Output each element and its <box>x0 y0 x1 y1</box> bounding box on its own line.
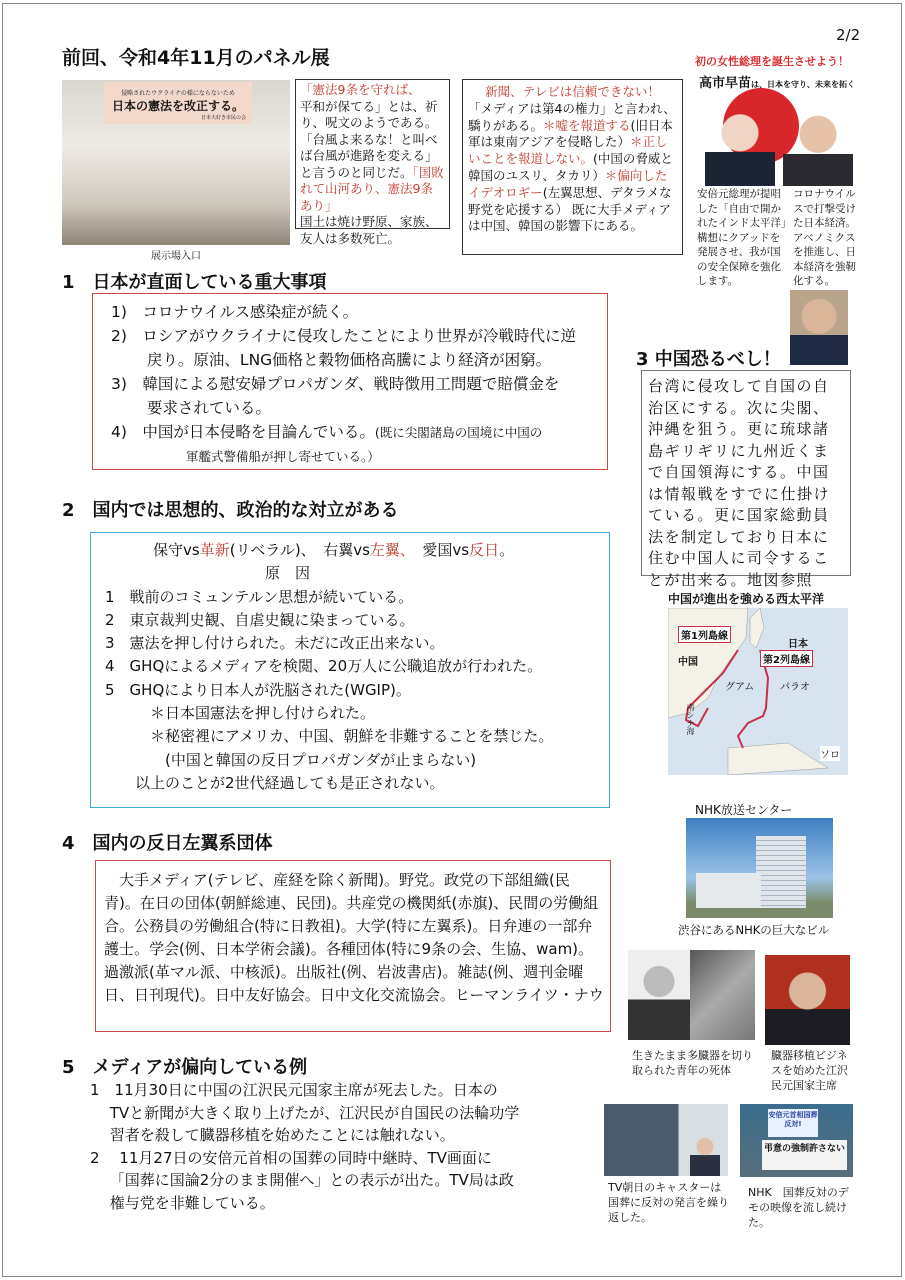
section2-heading: 2 国内では思想的、政治的な対立がある <box>62 500 399 521</box>
page-number: 2/2 <box>836 26 861 44</box>
media-point: ＊偏向したイデオロギー <box>468 167 668 200</box>
cause-subitem: ＊日本国憲法を押し付けられた。 <box>105 704 376 723</box>
section5-heading: 5 メディアが偏向している例 <box>62 1057 308 1078</box>
cause-subitem: ＊秘密裡にアメリカ、中国、朝鮮を非難することを禁じた。 <box>105 727 554 746</box>
media-text: (旧日本軍は東南アジアを侵略した） <box>468 117 673 150</box>
nhk-demo-screenshot <box>740 1104 853 1177</box>
vs-text: 。 <box>499 541 515 559</box>
media-bias-examples <box>90 1079 600 1214</box>
section4-heading: 4 国内の反日左翼系団体 <box>62 833 273 854</box>
issue-item: 3) 韓国による慰安婦プロパガンダ、戦時徴用工問題で賠償金を 要求されている。 <box>111 375 560 417</box>
cause-item: 3 憲法を押し付けられた。未だに改正出来ない。 <box>105 634 445 653</box>
nhk-building-photo <box>686 818 833 918</box>
vs-text: 右翼vs <box>323 541 370 559</box>
poster-slogan: は、日本を守り、未来を拓く <box>751 80 856 89</box>
demo-sign: 安倍元首相国葬反対! <box>768 1109 818 1137</box>
page-title: 前回、令和4年11月のパネル展 <box>62 47 330 69</box>
tv-asahi-caption: TV朝日のキャスターは国葬に反対の発言を繰り返した。 <box>608 1181 729 1224</box>
section3-heading: 3 中国恐るべし！ <box>636 349 781 370</box>
nhk-demo-caption: NHK 国葬反対のデモの映像を流し続けた。 <box>748 1186 849 1229</box>
xi-jinping-photo <box>790 290 848 365</box>
south-china-sea-label: 南シナ海 <box>686 703 695 735</box>
banner-title: 日本の憲法を改正する。 <box>111 99 244 113</box>
youth-portrait-photo <box>628 950 690 1040</box>
banner-subtitle: 侵略されたウクライナの様にならないため <box>121 90 235 97</box>
constitution-quote: 「憲法9条を守れば、 <box>300 82 421 97</box>
media-point: ＊嘘を報道する <box>543 117 631 133</box>
cause-subitem: (中国と韓国の反日プロパガンダが止まらない) <box>105 750 477 769</box>
vs-text: (リベラル)、 <box>229 541 324 559</box>
takaichi-poster <box>695 50 857 186</box>
takaichi-portrait <box>705 110 775 186</box>
palau-label: パラオ <box>780 682 810 693</box>
abe-portrait <box>783 110 853 186</box>
cause-conclusion: 以上のことが2世代経過しても是正されない。 <box>105 773 445 792</box>
western-pacific-map <box>668 608 848 775</box>
vs-highlight: 革新 <box>199 541 230 559</box>
cause-item: 1 戦前のコミュンテルン思想が続いている。 <box>105 587 414 606</box>
media-distrust-box <box>462 79 683 255</box>
media-text: (中国の脅威と韓国のユスリ、タカリ） <box>468 151 673 183</box>
poster-name: 高市早苗 <box>699 76 752 91</box>
vs-text: 愛国vs <box>422 541 470 559</box>
economy-caption: コロナウイルスで打撃受けた日本経済。 アベノミクスを推進し、日本経済を強靭化する。 <box>793 188 856 287</box>
media-point: ＊正しいことを報道しない。 <box>468 134 668 167</box>
china-threat-text: 台湾に侵攻して自国の自治区にする。次に尖閣、沖縄を狙う。更に琉球諸島ギリギリに九州近くまで自国領海にする。中国は情報戦をすでに仕掛けている。更に国家総動員法を制定しており日本に住む中国人に司令することが出来る。地図参照 <box>641 370 851 576</box>
issue-item: 1) コロナウイルス感染症が続く。 <box>111 303 359 321</box>
japan-label: 日本 <box>788 639 808 650</box>
cause-item: 2 東京裁判史観、自虐史観に染まっている。 <box>105 610 415 629</box>
china-label: 中国 <box>678 657 698 668</box>
issue-item-note: (既に尖閣諸島の国境に中国の 軍艦式警備船が押し寄せている。） <box>186 425 543 464</box>
first-island-chain-label: 第1列島線 <box>678 626 731 643</box>
jiang-caption: 臓器移植ビジネスを始めた江沢民元国家主席 <box>771 1049 848 1092</box>
guam-label: グアム <box>725 682 755 693</box>
victim-body-photo <box>690 950 755 1040</box>
anti-japan-groups-text: 大手メディア(テレビ、産経を除く新聞)。野党。政党の下部組織(民青)。在日の団体(朝鮮総連、民団)。共産党の機関紙(赤旗)、民間の労働組合。公務員の労働組合(特に日教祖)。大学(特に左翼系)。日弁連の一部弁護士。学会(例、日本学術会議)。各種団体(特に9条の会、生協、wam)。過激派(革マル派、中核派)。出版社(例、岩波書店)。雑誌(例、週刊金曜日、日刊現代)。日中友好協会。日中文化交流協会。ヒーマンライツ・ナウ <box>95 860 611 1032</box>
constitution-text: 平和が保てる」とは、祈り、呪文のようである。「台風よ来るな！と叫べば台風が進路を変える」と言うのと同じだ。 <box>300 98 438 180</box>
media-box-heading: 新聞、テレビは信頼できない！ <box>485 84 660 99</box>
bias-example: 2 11月27日の安倍元首相の国葬の同時中継時、TV画面に 「国葬に国論2分のまま開催へ」との表示が出た。TV局は政 権与党を非難している。 <box>90 1148 514 1212</box>
section1-heading: 1 日本が直面している重大事項 <box>62 272 327 293</box>
issue-item: 2) ロシアがウクライナに侵攻したことにより世界が冷戦時代に逆 戻り。原油、LNG価格と穀物価格高騰により経済が困窮。 <box>111 327 576 369</box>
second-island-chain-label: 第2列島線 <box>760 650 813 667</box>
constitution-box <box>295 79 450 246</box>
bias-example: 1 11月30日に中国の江沢民元国家主席が死去した。日本の TVと新聞が大きく取り上げたが、江沢民が自国民の法輪功学 習者を殺して臓器移植を始めたことには触れない。 <box>90 1081 520 1144</box>
nhk-photo-title: NHK放送センター <box>695 803 793 817</box>
abe-caption: 安倍元総理が提唱した「自由で開かれたインド太平洋」構想にクアッドを発展させ、我が国の安全保障を強化します。 <box>697 188 787 287</box>
opposition-line <box>105 539 609 562</box>
map-title: 中国が進出を強める西太平洋 <box>668 592 825 606</box>
victim-caption: 生きたまま多臓器を切り取られた青年の死体 <box>632 1049 753 1077</box>
exhibit-entrance-photo <box>62 80 290 245</box>
jiang-zemin-photo <box>765 955 850 1045</box>
demo-sign: 弔意の強制許さない <box>762 1140 847 1170</box>
poster-headline: 初の女性総理を誕生させよう！ <box>695 55 849 68</box>
media-text: 「メディアは第4の権力」と言われ、驕りがある。 <box>468 100 676 133</box>
constitution-proverb: 「国敗れて山河あり、憲法9条あり」 <box>300 164 444 213</box>
nhk-caption: 渋谷にあるNHKの巨大なビル <box>678 923 830 937</box>
vs-highlight: 左翼、 <box>369 541 408 559</box>
cause-item: 5 GHQにより日本人が洗脳された(WGIP)。 <box>105 680 411 699</box>
tv-asahi-screenshot <box>604 1104 728 1176</box>
section1-box <box>92 293 608 470</box>
cause-heading: 原 因 <box>265 564 311 583</box>
cause-item: 4 GHQによるメディアを検閲、20万人に公職追放が行われた。 <box>105 657 543 676</box>
issue-item: 4) 中国が日本侵略を目論んでいる。 <box>111 423 375 441</box>
exhibit-caption: 展示場入口 <box>151 251 201 262</box>
solomon-label: ソロ <box>820 746 840 761</box>
banner-org: 日本大好き市民の会 <box>200 115 246 121</box>
vs-text <box>407 541 422 559</box>
vs-text: 保守vs <box>153 541 200 559</box>
vs-highlight: 反日 <box>469 541 500 559</box>
media-text: (左翼思想、デタラメな野党を応援する） 既に大手メディアは中国、韓国の影響下にある。 <box>468 184 672 234</box>
section2-box <box>90 532 610 808</box>
constitution-text-2: 国土は焼け野原、家族、友人は多数死亡。 <box>300 214 438 246</box>
